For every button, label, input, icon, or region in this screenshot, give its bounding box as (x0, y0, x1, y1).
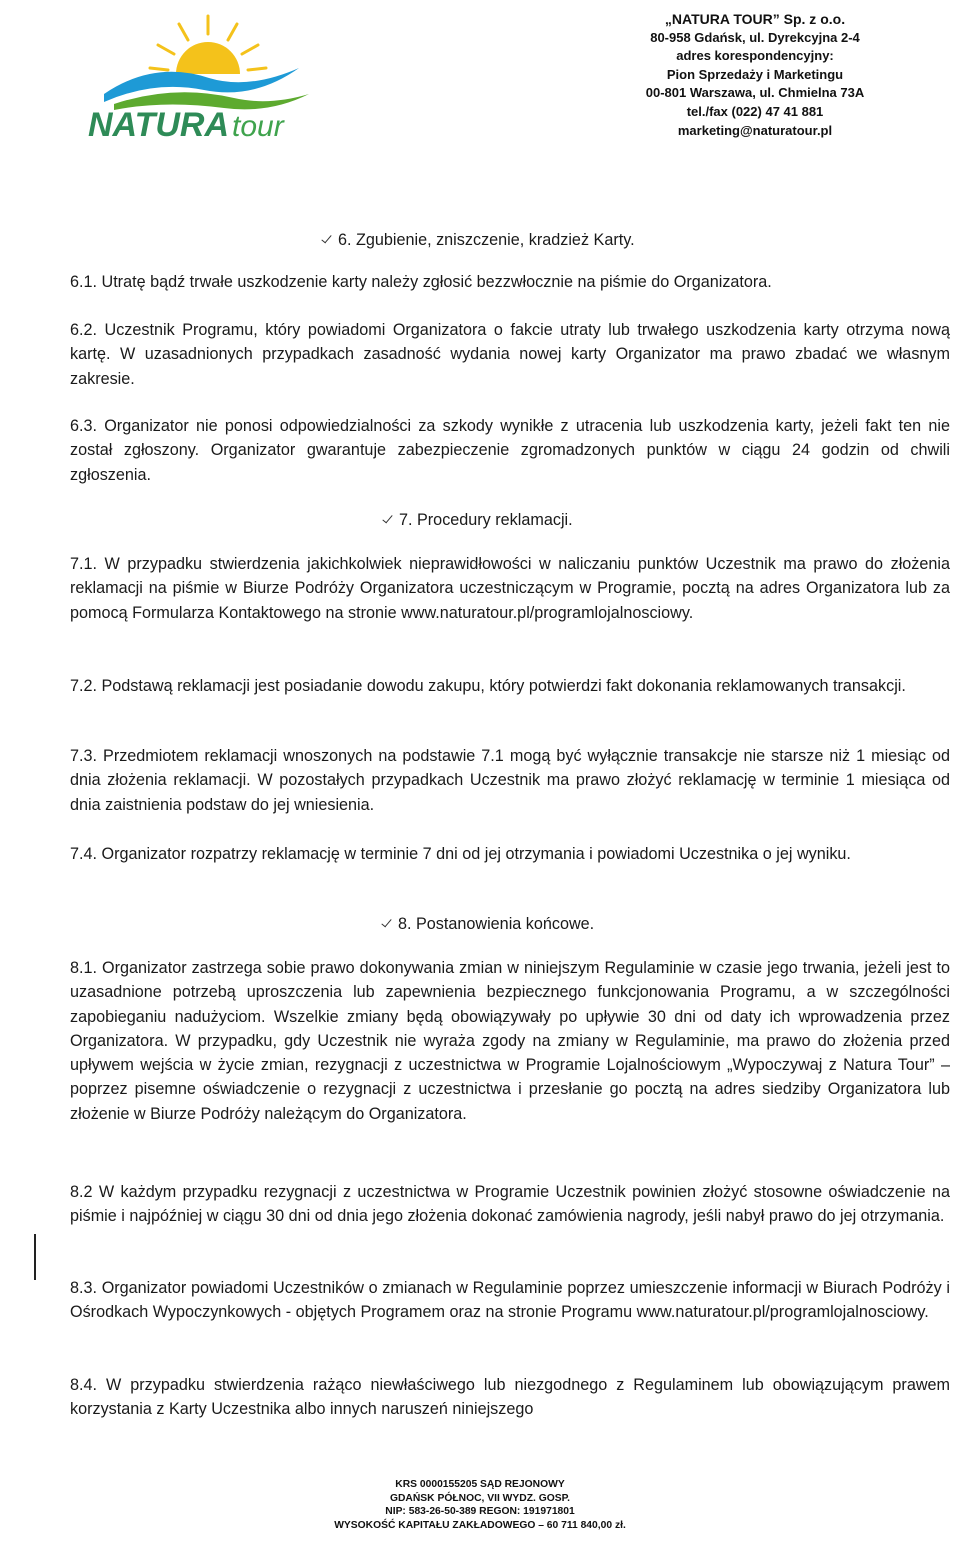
checkmark-bullet-icon (382, 915, 394, 929)
checkmark-bullet-icon (322, 231, 334, 245)
logo-text-main: NATURA (88, 106, 230, 142)
footer-capital: WYSOKOŚĆ KAPITAŁU ZAKŁADOWEGO – 60 711 840,00 zł. (334, 1519, 626, 1531)
department-name: Pion Sprzedaży i Marketingu (666, 66, 844, 82)
section-6-title: 6. Zgubienie, zniszczenie, kradzież Karty. (338, 231, 635, 249)
section-6-heading (322, 228, 635, 252)
paragraph-8-2: 8.2 W każdym przypadku rezygnacji z uczestnictwa w Programie Uczestnik powinien złożyć stosowne oświadczenie na piśmie i najpóźniej w ciągu 30 dni od dnia jego złożenia dokonać zamówienia nagrody, jeśli nabył prawo do jej otrzymania. (70, 1183, 950, 1226)
registration-footer (310, 1478, 650, 1532)
section-8-title: 8. Postanowienia końcowe. (398, 915, 595, 933)
natura-tour-logo (84, 2, 324, 142)
paragraph-6-2: 6.2. Uczestnik Programu, który powiadomi Organizatora o fakcie utraty lub trwałego uszkodzenia karty otrzyma nową kartę. W uzasadnionych przypadkach zasadność wydania nowej karty Organizator ma prawo zbadać we własnym zakresie. (70, 321, 950, 388)
footer-court: GDAŃSK PÓŁNOC, VII WYDZ. GOSP. (389, 1492, 571, 1504)
company-address: 80-958 Gdańsk, ul. Dyrekcyjna 2-4 (650, 29, 860, 45)
company-name: „NATURA TOUR” Sp. z o.o. (664, 11, 846, 27)
footer-nip-regon: NIP: 583-26-50-389 REGON: 191971801 (385, 1506, 575, 1518)
company-email: marketing@naturatour.pl (677, 122, 833, 138)
sun-icon (150, 16, 266, 74)
paragraph-7-1: 7.1. W przypadku stwierdzenia jakichkolwiek nieprawidłowości w naliczaniu punktów Uczestnik ma prawo do złożenia reklamacji na piśmie w Biurze Podróży Organizatora uczestniczącym w Programie, pocztą na adres Organizatora lub za pomocą Formularza Kontaktowego na stronie www.naturatour.pl/programlojalnosciowy. (70, 555, 950, 622)
paragraph-8-4: 8.4. W przypadku stwierdzenia rażąco niewłaściwego lub niezgodnego z Regulaminem lub obowiązującym prawem korzystania z Karty Uczestnika albo innych naruszeń niniejszego (70, 1376, 950, 1419)
section-7-title: 7. Procedury reklamacji. (399, 511, 573, 529)
correspondence-address: 00-801 Warszawa, ul. Chmielna 73A (645, 85, 865, 101)
checkmark-bullet-icon (383, 511, 395, 525)
paragraph-8-3: 8.3. Organizator powiadomi Uczestników o zmianach w Regulaminie poprzez umieszczenie informacji w Biurach Podróży i Ośrodkach Wypoczynkowych - objętych Programem oraz na stronie Programu www.naturatour.pl/programlojalnosciowy. (70, 1279, 950, 1322)
paragraph-8-1: 8.1. Organizator zastrzega sobie prawo dokonywania zmian w niniejszym Regulaminie w czasie jego trwania, jeżeli jest to uzasadnione potrzebą uproszczenia lub zapewnienia bezpiecznego funkcjonowania Programu, a w szczególności zapobieganiu nadużyciom. Wszelkie zmiany będą obowiązywały po upływie 30 dni od daty ich wprowadzenia przez Organizatora. W przypadku, gdy Uczestnik nie wyraża zgody na zmiany w Regulaminie, ma prawo do złożenia przed upływem wejścia w życie zmian, rezygnacji z uczestnictwa w Programie Lojalnościowym „Wypoczywaj z Natura Tour” – poprzez pisemne oświadczenie o rezygnacji z uczestnictwa i przesłanie go pocztą na adres siedziby Organizatora lub złożenie w Biurze Podróży należącym do Organizatora. (70, 959, 950, 1123)
company-contact-block (610, 10, 900, 140)
logo-text-sub: tour (232, 110, 284, 142)
section-8-heading (382, 912, 594, 936)
section-7-heading (383, 508, 573, 532)
paragraph-6-3: 6.3. Organizator nie ponosi odpowiedzialności za szkody wynikłe z utracenia lub uszkodzenia karty, jeżeli fakt ten nie został zgłoszony. Organizator gwarantuje zabezpieczenie zgromadzonych punktów w ciągu 24 godzin od chwili zgłoszenia. (70, 417, 950, 484)
correspondence-label: adres korespondencyjny: (676, 48, 834, 64)
paragraph-7-2: 7.2. Podstawą reklamacji jest posiadanie dowodu zakupu, który potwierdzi fakt dokonania reklamowanych transakcji. (70, 677, 906, 695)
footer-krs: KRS 0000155205 SĄD REJONOWY (395, 1479, 565, 1490)
paragraph-6-1: 6.1. Utratę bądź trwałe uszkodzenie karty należy zgłosić bezzwłocznie na piśmie do Organizatora. (70, 273, 772, 291)
revision-margin-bar (34, 1234, 36, 1280)
company-phone: tel./fax (022) 47 41 881 (686, 103, 824, 119)
paragraph-7-3: 7.3. Przedmiotem reklamacji wnoszonych na podstawie 7.1 mogą być wyłącznie transakcje nie starsze niż 1 miesiąc od dnia złożenia reklamacji. W pozostałych przypadkach Uczestnik ma prawo złożyć reklamację w terminie 1 miesiąca od dnia zaistnienia podstaw do jej wniesienia. (70, 747, 950, 814)
paragraph-7-4: 7.4. Organizator rozpatrzy reklamację w terminie 7 dni od jej otrzymania i powiadomi Uczestnika o jej wyniku. (70, 845, 851, 863)
